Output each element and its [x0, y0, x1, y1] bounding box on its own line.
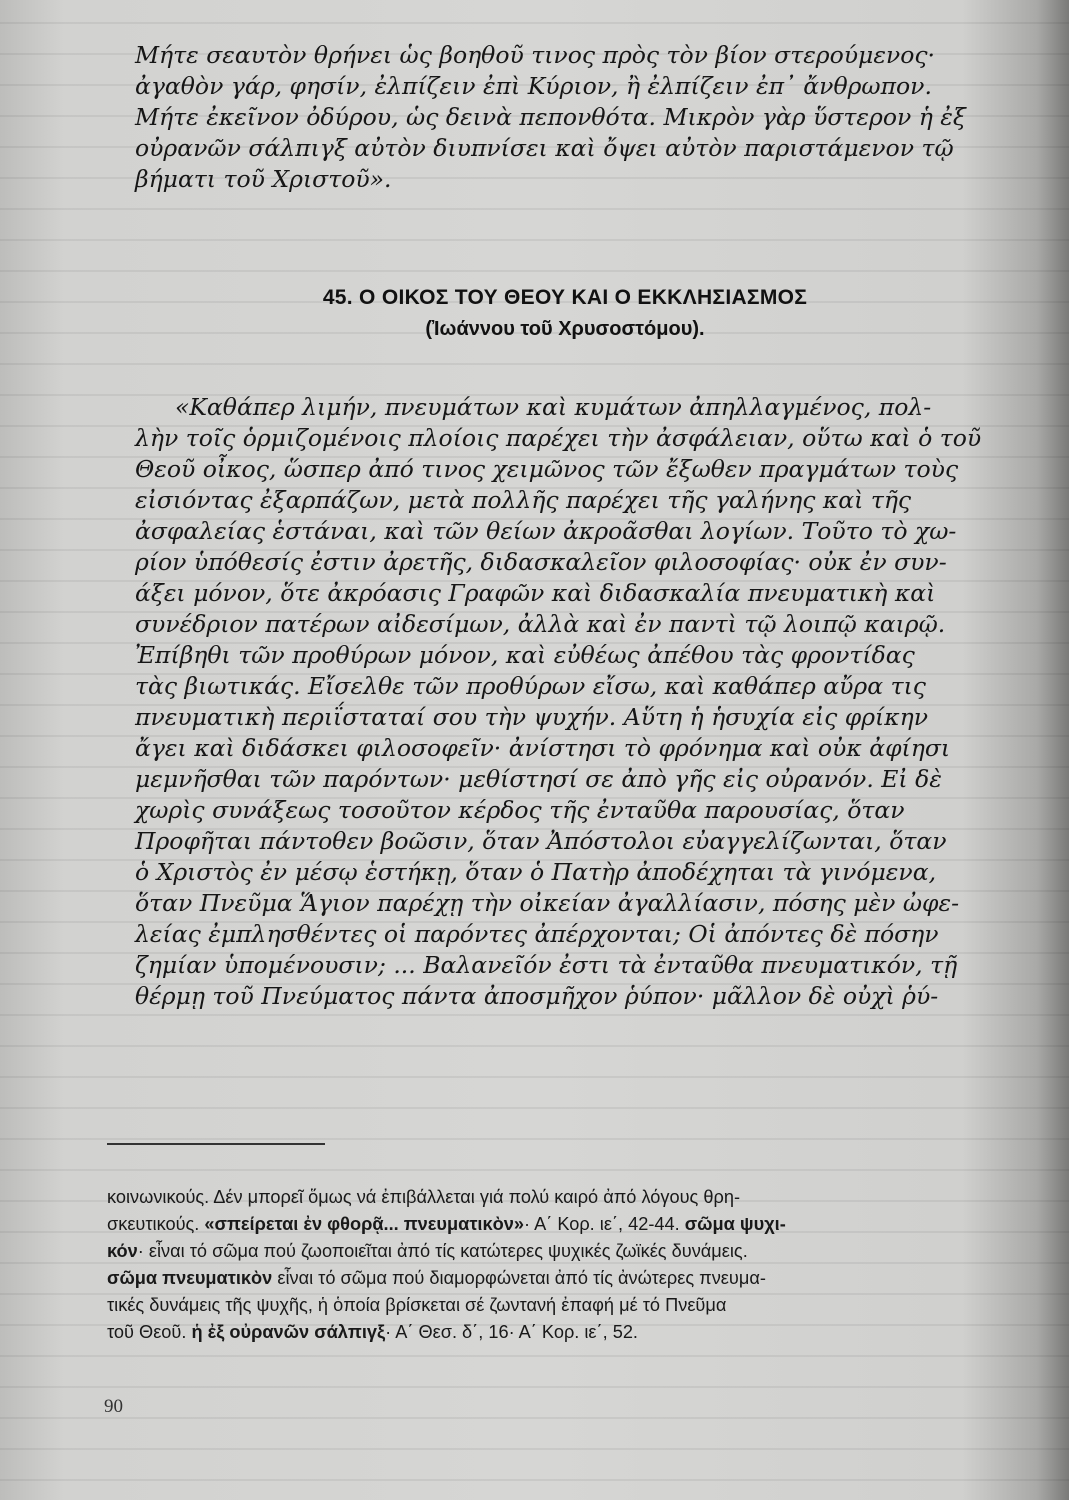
text-line: πνευματικὴ περιΐσταταί σου τὴν ψυχήν. Αὕτη ἡ ἡσυχία εἰς φρίκην [135, 703, 929, 731]
footnote-line [107, 1238, 987, 1265]
text-line: εἰσιόντας ἐξαρπάζων, μετὰ πολλῆς παρέχει τῆς γαλήνης καὶ τῆς [135, 486, 912, 514]
text-line: συνέδριον πατέρων αἰδεσίμων, ἀλλὰ καὶ ἐν παντὶ τῷ λοιπῷ καιρῷ. [135, 610, 946, 638]
text-line: βήματι τοῦ Χριστοῦ». [135, 165, 392, 193]
footnote-line: κοινωνικούς. Δέν μπορεῖ ὅμως νά ἐπιβάλλεται γιά πολύ καιρό ἀπό λόγους θρη- [107, 1187, 740, 1207]
text-line: Θεοῦ οἶκος, ὥσπερ ἀπό τινος χειμῶνος τῶν ἔξωθεν πραγμάτων τοὺς [135, 455, 959, 483]
footnote-term: κόν [107, 1241, 138, 1261]
footnote-term: σῶμα πνευματικὸν [107, 1268, 273, 1288]
text-line: ζημίαν ὑπομένουσιν; ... Βαλανεῖόν ἐστι τὰ ἐνταῦθα πνευματικόν, τῇ [135, 951, 958, 979]
text-line: ἀσφαλείας ἑστάναι, καὶ τῶν θείων ἀκροᾶσθαι λογίων. Τοῦτο τὸ χω- [135, 517, 957, 545]
footnote-text: · Α΄ Θεσ. δ΄, 16· Α΄ Κορ. ιε΄, 52. [385, 1322, 638, 1342]
text-line: ὁ Χριστὸς ἐν μέσῳ ἑστήκῃ, ὅταν ὁ Πατὴρ ἀποδέχηται τὰ γινόμενα, [135, 858, 937, 886]
text-line: Ἐπίβηθι τῶν προθύρων μόνον, καὶ εὐθέως ἀπέθου τὰς φροντίδας [135, 641, 915, 669]
footnote-text: εἶναι τό σῶμα πού διαμορφώνεται ἀπό τίς ἀνώτερες πνευμα- [272, 1268, 766, 1288]
text-line: Μήτε ἐκεῖνον ὀδύρου, ὡς δεινὰ πεπονθότα. Μικρὸν γὰρ ὕστερον ἡ ἐξ [135, 103, 966, 131]
text-line: ἄγει καὶ διδάσκει φιλοσοφεῖν· ἀνίστησι τὸ φρόνημα καὶ οὐκ ἀφίησι [135, 734, 951, 762]
text-line: Προφῆται πάντοθεν βοῶσιν, ὅταν Ἀπόστολοι εὐαγγελίζωνται, ὅταν [135, 827, 947, 855]
text-line: τὰς βιωτικάς. Εἴσελθε τῶν προθύρων εἴσω, καὶ καθάπερ αὔρα τις [135, 672, 926, 700]
section-subtitle: (Ἰωάννου τοῦ Χρυσοστόμου). [425, 318, 705, 340]
footnote-line [107, 1211, 987, 1238]
footnote-text: · εἶναι τό σῶμα πού ζωοποιεῖται ἀπό τίς κατώτερες ψυχικές ζωϊκές δυνάμεις. [137, 1241, 748, 1261]
footnote-text: · Α΄ Κορ. ιε΄, 42-44. [523, 1214, 685, 1234]
footnote-text: τοῦ Θεοῦ. [107, 1322, 192, 1342]
text-line: «Καθάπερ λιμήν, πνευμάτων καὶ κυμάτων ἀπηλλαγμένος, πολ- [175, 393, 932, 421]
text-line: λὴν τοῖς ὁρμιζομένοις πλοίοις παρέχει τὴν ἀσφάλειαν, οὕτω καὶ ὁ τοῦ [135, 424, 982, 452]
text-line: οὐρανῶν σάλπιγξ αὐτὸν διυπνίσει καὶ ὄψει αὐτὸν παριστάμενον τῷ [135, 134, 954, 162]
footnote-line [107, 1319, 987, 1346]
page-number: 90 [104, 1396, 123, 1417]
footnote-line [107, 1265, 987, 1292]
footnote-text: σκευτικούς. [107, 1214, 205, 1234]
footnotes [107, 1184, 987, 1346]
footnote-separator [107, 1143, 325, 1145]
footnote-term: σῶμα ψυχι- [684, 1214, 786, 1234]
text-line: μεμνῆσθαι τῶν παρόντων· μεθίστησί σε ἀπὸ γῆς εἰς οὐρανόν. Εἰ δὲ [135, 765, 942, 793]
text-line: ρίον ὑπόθεσίς ἐστιν ἀρετῆς, διδασκαλεῖον φιλοσοφίας· οὐκ ἐν συν- [135, 548, 947, 576]
section-title: 45. Ο ΟΙΚΟΣ ΤΟΥ ΘΕΟΥ ΚΑΙ Ο ΕΚΚΛΗΣΙΑΣΜΟΣ [322, 286, 808, 309]
text-line: ἀγαθὸν γάρ, φησίν, ἐλπίζειν ἐπὶ Κύριον, ἢ ἐλπίζειν ἐπ᾽ ἄνθρωπον. [135, 72, 932, 100]
footnote-line: τικές δυνάμεις τῆς ψυχῆς, ἡ ὁποία βρίσκεται σέ ζωντανή ἐπαφή μέ τό Πνεῦμα [107, 1295, 727, 1315]
footnote-term: «σπείρεται ἐν φθορᾷ... πνευματικὸν» [204, 1214, 524, 1234]
quote-paragraph [135, 392, 995, 1012]
footnote-term: ἡ ἐξ οὐρανῶν σάλπιγξ [191, 1322, 386, 1342]
text-line: Μήτε σεαυτὸν θρήνει ὡς βοηθοῦ τινος πρὸς τὸν βίον στερούμενος· [135, 41, 935, 69]
intro-paragraph [135, 40, 995, 195]
text-line: λείας ἐμπλησθέντες οἱ παρόντες ἀπέρχονται; Οἱ ἀπόντες δὲ πόσην [135, 920, 939, 948]
text-line: άξει μόνον, ὅτε ἀκρόασις Γραφῶν καὶ διδασκαλία πνευματικὴ καὶ [135, 579, 936, 607]
text-line: ὅταν Πνεῦμα Ἅγιον παρέχῃ τὴν οἰκείαν ἀγαλλίασιν, πόσης μὲν ὠφε- [135, 889, 960, 917]
text-line: θέρμῃ τοῦ Πνεύματος πάντα ἀποσμῆχον ῥύπον· μᾶλλον δὲ οὐχὶ ῥύ- [135, 982, 939, 1010]
text-line: χωρὶς συνάξεως τοσοῦτον κέρδος τῆς ἐνταῦθα παρουσίας, ὅταν [135, 796, 905, 824]
